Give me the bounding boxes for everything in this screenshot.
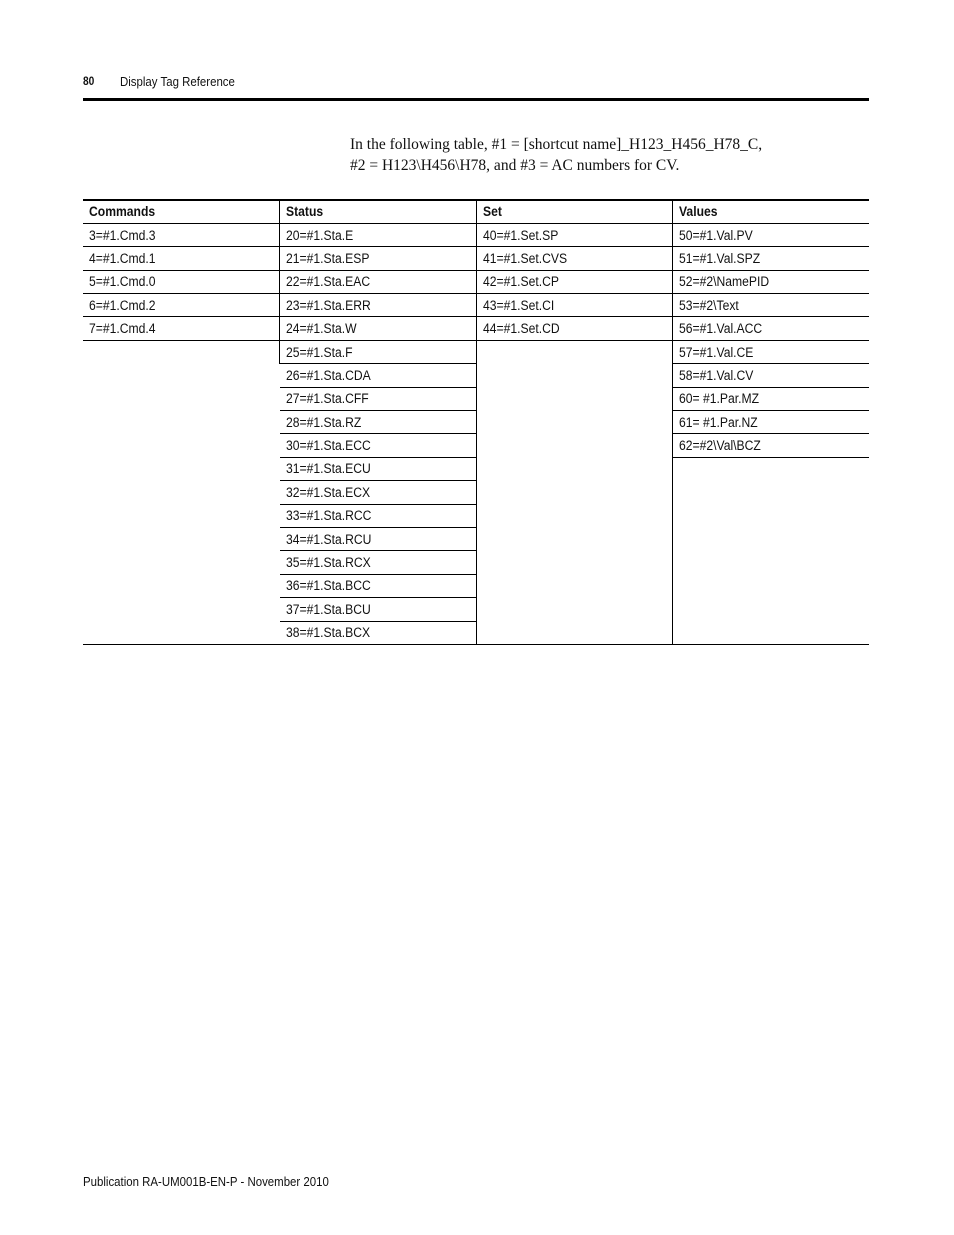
table-cell-status: 37=#1.Sta.BCU (280, 598, 477, 621)
section-title: Display Tag Reference (120, 74, 235, 89)
table-cell-status: 32=#1.Sta.ECX (280, 481, 477, 504)
column-header-commands: Commands (83, 200, 280, 223)
table-cell-commands (83, 340, 280, 644)
table-cell-commands: 5=#1.Cmd.0 (83, 270, 280, 293)
table-cell-set: 40=#1.Set.SP (476, 223, 673, 246)
table-cell-commands: 7=#1.Cmd.4 (83, 317, 280, 340)
table-cell-values (673, 457, 870, 644)
table-cell-set: 42=#1.Set.CP (476, 270, 673, 293)
table-cell-values: 56=#1.Val.ACC (673, 317, 870, 340)
table-cell-status: 35=#1.Sta.RCX (280, 551, 477, 574)
table-cell-status: 24=#1.Sta.W (280, 317, 477, 340)
table-cell-set: 43=#1.Set.CI (476, 294, 673, 317)
intro-line-1: In the following table, #1 = [shortcut name]_H123_H456_H78_C, (350, 136, 763, 153)
table-cell-status: 31=#1.Sta.ECU (280, 457, 477, 480)
column-header-set: Set (476, 200, 673, 223)
table-row (83, 247, 869, 270)
table-cell-status: 27=#1.Sta.CFF (280, 387, 477, 410)
table-cell-values: 51=#1.Val.SPZ (673, 247, 870, 270)
table-row (83, 294, 869, 317)
table-cell-values: 60= #1.Par.MZ (673, 387, 870, 410)
intro-paragraph (350, 134, 820, 176)
table-cell-status: 36=#1.Sta.BCC (280, 574, 477, 597)
table-row (83, 340, 869, 363)
column-header-status: Status (280, 200, 477, 223)
table-cell-status: 25=#1.Sta.F (280, 340, 477, 363)
display-tag-table (83, 199, 869, 645)
table-row (83, 317, 869, 340)
table-row (83, 223, 869, 246)
page-number: 80 (83, 74, 95, 88)
table-cell-set: 44=#1.Set.CD (476, 317, 673, 340)
table-cell-set: 41=#1.Set.CVS (476, 247, 673, 270)
table-cell-commands: 3=#1.Cmd.3 (83, 223, 280, 246)
intro-line-2: #2 = H123\H456\H78, and #3 = AC numbers for CV. (350, 157, 680, 174)
table-cell-commands: 6=#1.Cmd.2 (83, 294, 280, 317)
table-cell-set (476, 340, 673, 644)
table-cell-status: 38=#1.Sta.BCX (280, 621, 477, 644)
table-cell-status: 34=#1.Sta.RCU (280, 527, 477, 550)
table-row (83, 270, 869, 293)
publication-footer: Publication RA-UM001B-EN-P - November 2010 (83, 1174, 329, 1189)
page-header (83, 72, 869, 101)
table-cell-status: 23=#1.Sta.ERR (280, 294, 477, 317)
table-header-row (83, 200, 869, 223)
table-cell-values: 52=#2\NamePID (673, 270, 870, 293)
table-cell-values: 58=#1.Val.CV (673, 364, 870, 387)
table-cell-values: 53=#2\Text (673, 294, 870, 317)
table-cell-values: 62=#2\Val\BCZ (673, 434, 870, 457)
table-cell-status: 33=#1.Sta.RCC (280, 504, 477, 527)
table-cell-values: 57=#1.Val.CE (673, 340, 870, 363)
table-cell-commands: 4=#1.Cmd.1 (83, 247, 280, 270)
column-header-values: Values (673, 200, 870, 223)
table-cell-status: 22=#1.Sta.EAC (280, 270, 477, 293)
table-cell-status: 30=#1.Sta.ECC (280, 434, 477, 457)
table-cell-status: 21=#1.Sta.ESP (280, 247, 477, 270)
table-cell-values: 61= #1.Par.NZ (673, 411, 870, 434)
table-cell-status: 28=#1.Sta.RZ (280, 411, 477, 434)
table-cell-values: 50=#1.Val.PV (673, 223, 870, 246)
table-cell-status: 26=#1.Sta.CDA (280, 364, 477, 387)
table-cell-status: 20=#1.Sta.E (280, 223, 477, 246)
